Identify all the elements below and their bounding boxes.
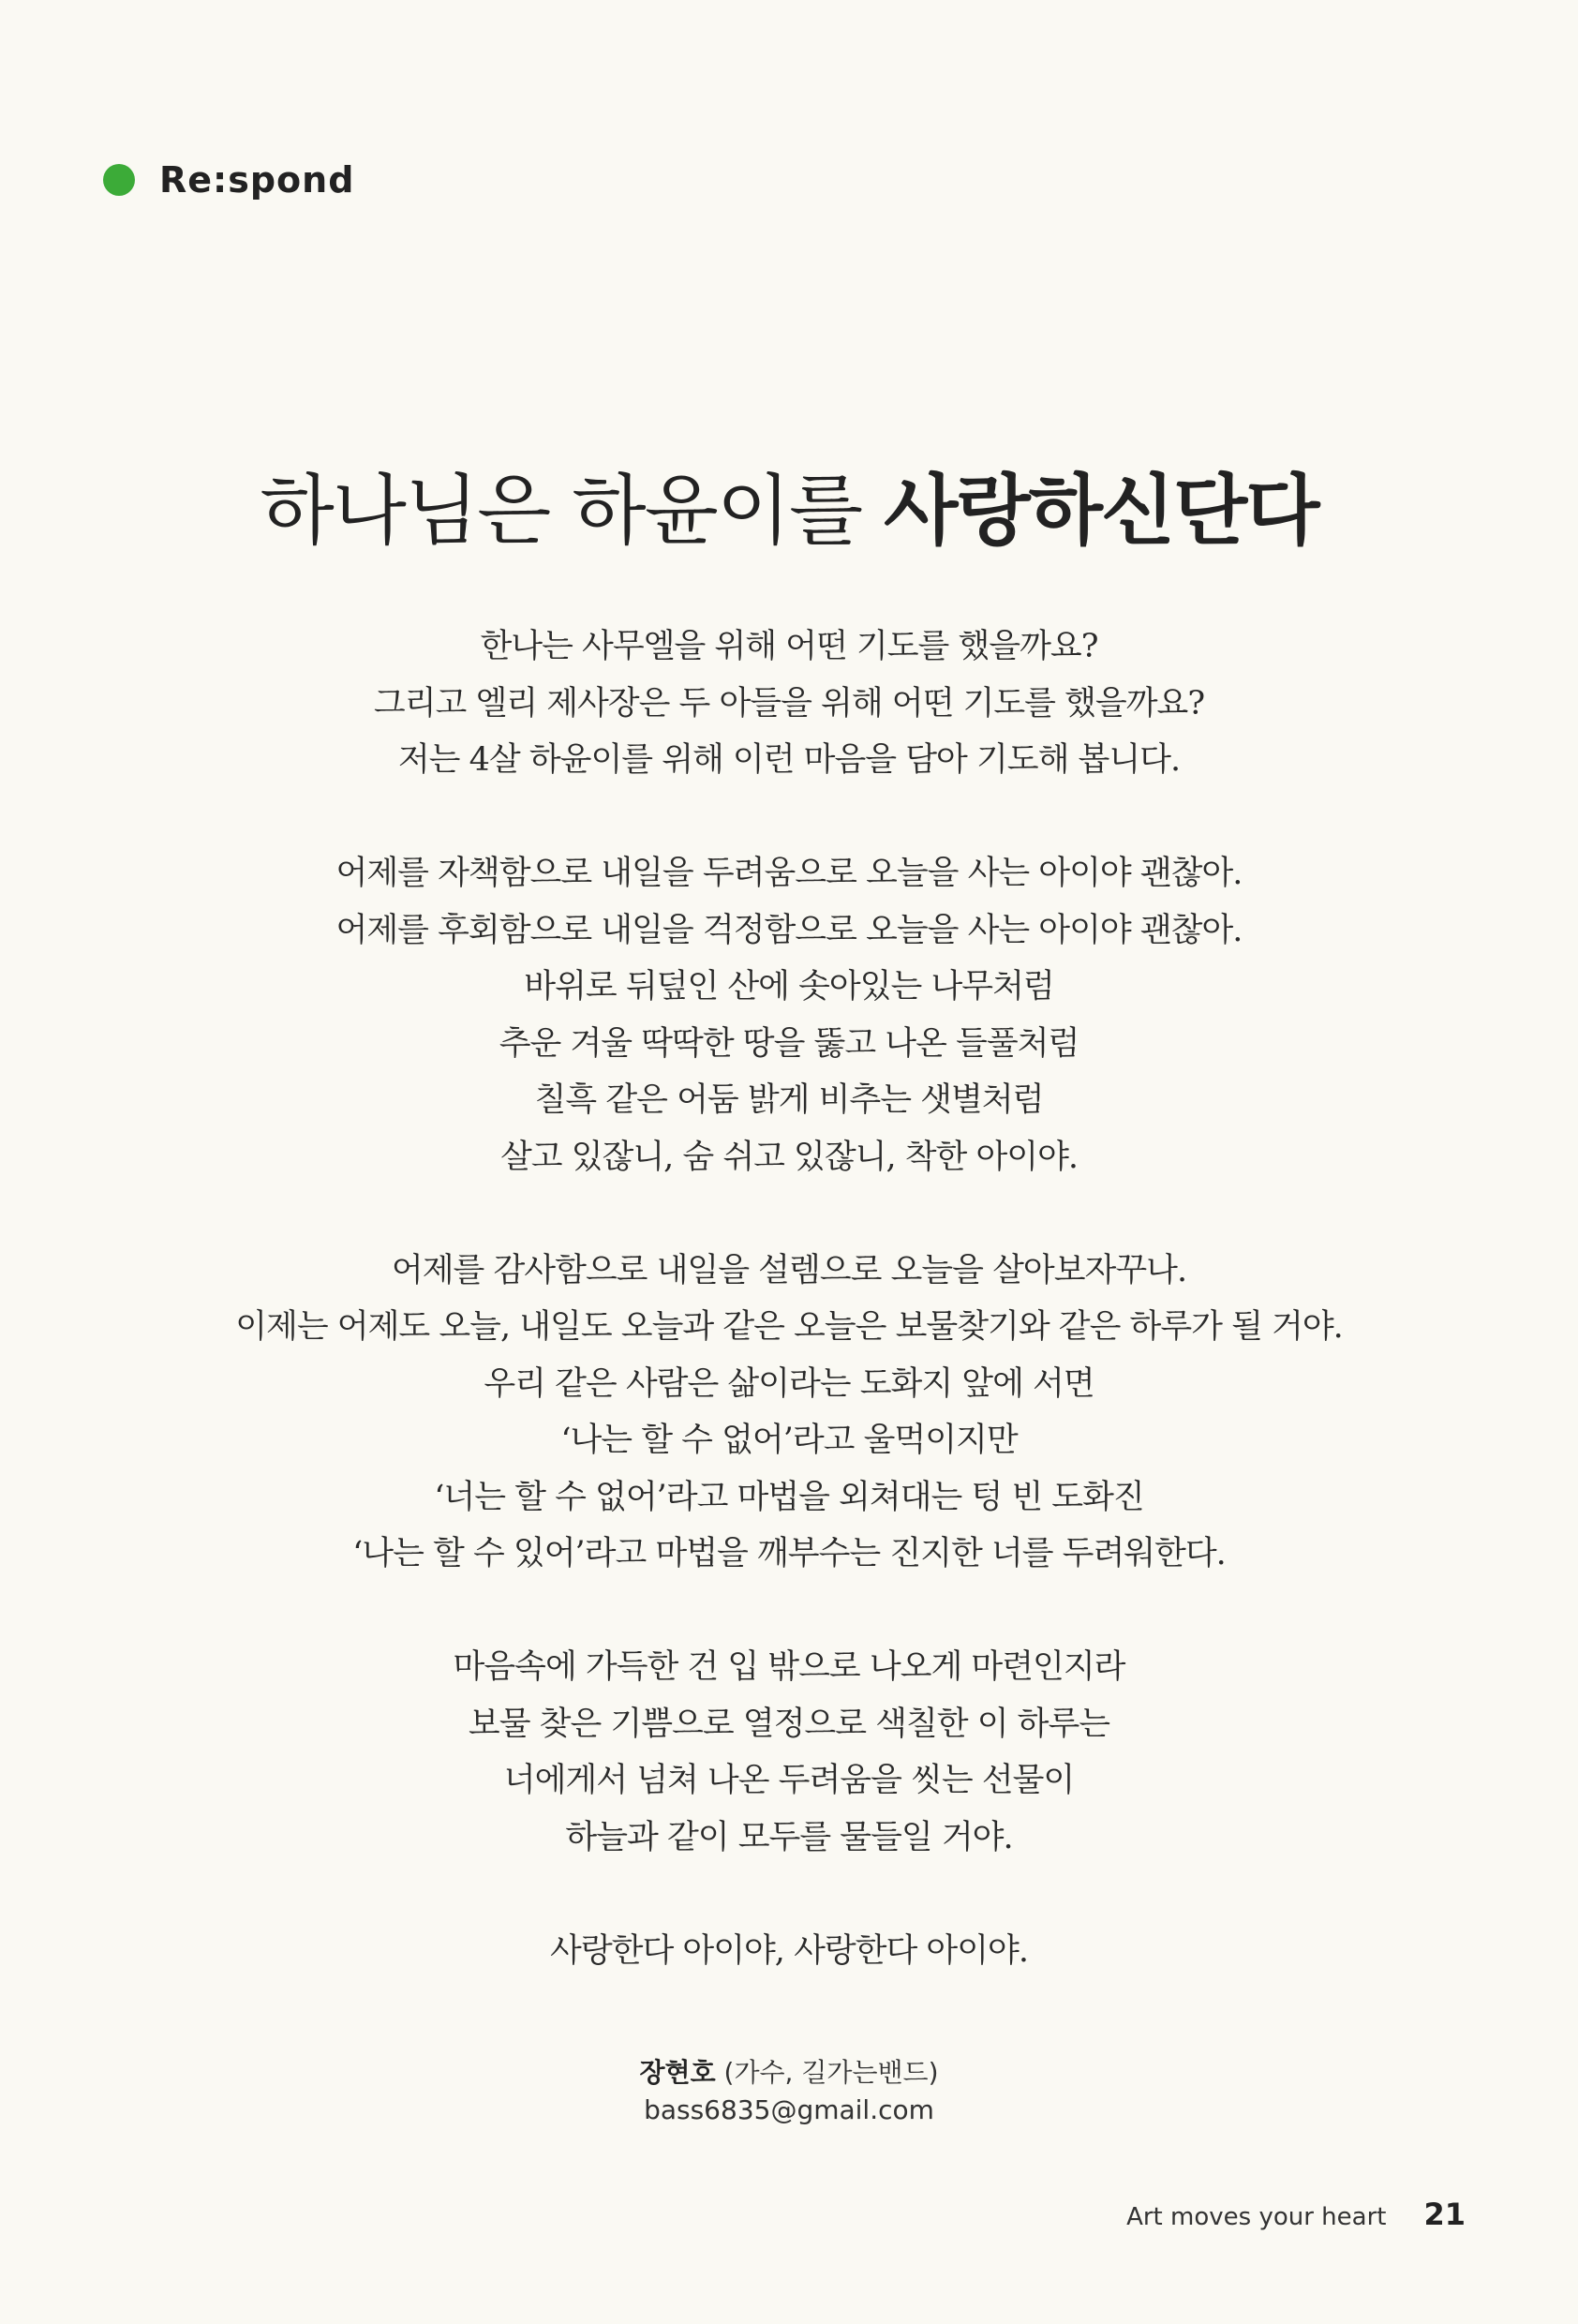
page-footer	[1126, 2197, 1466, 2232]
poem-line: 그리고 엘리 제사장은 두 아들을 위해 어떤 기도를 했을까요?	[373, 684, 1205, 723]
poem-line: 한나는 사무엘을 위해 어떤 기도를 했을까요?	[480, 628, 1098, 665]
author-email[interactable]: bass6835@gmail.com	[644, 2094, 934, 2125]
author-credit	[0, 2054, 1578, 2129]
poem-line: 어제를 자책함으로 내일을 두려움으로 오늘을 사는 아이야 괜찮아.	[335, 855, 1243, 892]
green-dot-icon	[103, 164, 135, 196]
poem-line: 칠흑 같은 어둠 밝게 비추는 샛별처럼	[534, 1081, 1044, 1119]
poem-line: ‘나는 할 수 없어’라고 울먹이지만	[560, 1422, 1018, 1459]
title-regular: 하나님은 하윤이를	[260, 467, 885, 556]
title-bold: 사랑하신단다	[884, 467, 1318, 556]
poem-stanza-1	[0, 618, 1578, 789]
poem-line: 사랑한다 아이야, 사랑한다 아이야.	[550, 1931, 1028, 1970]
poem-line: 하늘과 같이 모두를 물들일 거야.	[565, 1818, 1013, 1856]
poem-line: 보물 찾은 기쁨으로 열정으로 색칠한 이 하루는	[468, 1705, 1110, 1743]
poem-line: ‘나는 할 수 있어’라고 마법을 깨부수는 진지한 너를 두려워한다.	[352, 1535, 1226, 1572]
poem-line: 이제는 어제도 오늘, 내일도 오늘과 같은 오늘은 보물찾기와 같은 하루가 될 거야.	[235, 1308, 1343, 1346]
poem-body	[0, 618, 1578, 2036]
page-number: 21	[1423, 2197, 1466, 2232]
poem-line: 너에게서 넘쳐 나온 두려움을 씻는 선물이	[503, 1762, 1075, 1799]
poem-stanza-3	[0, 1243, 1578, 1583]
page-title	[0, 450, 1578, 559]
section-label: Re:spond	[159, 159, 355, 201]
poem-line: 마음속에 가득한 건 입 밖으로 나오게 마련인지라	[453, 1648, 1125, 1686]
poem-line: 저는 4살 하윤이를 위해 이런 마음을 담아 기도해 봅니다.	[397, 741, 1181, 779]
poem-line: 추운 겨울 딱딱한 땅을 뚫고 나온 들풀처럼	[499, 1024, 1079, 1063]
poem-stanza-2	[0, 845, 1578, 1185]
author-name: 장현호	[639, 2057, 716, 2088]
author-role: (가수, 길가는밴드)	[715, 2057, 939, 2088]
poem-line: 살고 있잖니, 숨 쉬고 있잖니, 착한 아이야.	[499, 1138, 1079, 1176]
poem-line: 바위로 뒤덮인 산에 솟아있는 나무처럼	[524, 968, 1054, 1006]
footer-tagline: Art moves your heart	[1126, 2203, 1387, 2231]
section-header	[103, 159, 354, 201]
poem-line: 어제를 후회함으로 내일을 걱정함으로 오늘을 사는 아이야 괜찮아.	[335, 911, 1243, 949]
poem-stanza-5	[0, 1923, 1578, 1980]
poem-line: 어제를 감사함으로 내일을 설렘으로 오늘을 살아보자꾸나.	[391, 1251, 1187, 1289]
poem-stanza-4	[0, 1639, 1578, 1866]
poem-line: ‘너는 할 수 없어’라고 마법을 외쳐대는 텅 빈 도화진	[434, 1478, 1144, 1516]
poem-line: 우리 같은 사람은 삶이라는 도화지 앞에 서면	[484, 1364, 1094, 1403]
author-line	[0, 2054, 1578, 2092]
